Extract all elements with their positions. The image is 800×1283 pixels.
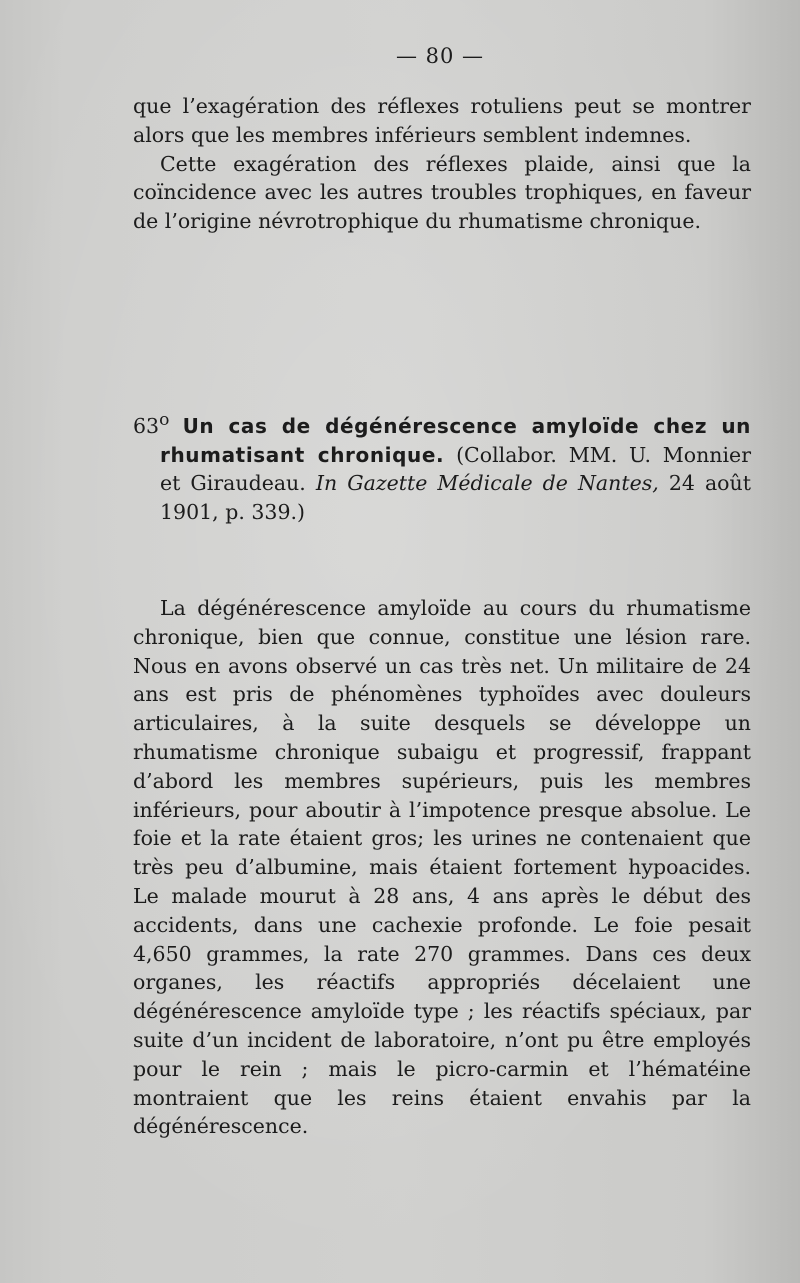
bibliography-entry — [133, 406, 751, 527]
entry-number: 63 — [133, 413, 160, 438]
entry-title: Un cas de dégénérescence amyloïde chez un rhumatisant chronique. — [160, 413, 751, 467]
entry-number-suffix: o — [159, 410, 170, 430]
page-number: — 80 — — [395, 44, 485, 68]
paragraph: que l’exagération des réflexes rotuliens peut se montrer alors que les membres inférieurs semblent indemnes. — [133, 94, 751, 147]
entry-heading — [133, 406, 751, 527]
entry-journal: Gazette Médicale de Nantes, — [347, 471, 659, 496]
entry-body — [133, 594, 751, 1141]
entry-citation: 24 août 1901, p. 339.) — [160, 471, 751, 525]
paragraph: Cette exagération des réflexes plaide, ainsi que la coïncidence avec les autres troubles trophiques, en faveur de l’origine névrotrophique du rhumatisme chronique. — [133, 151, 751, 234]
entry-in-label: In — [315, 471, 338, 496]
entry-collaborators: (Collabor. MM. U. Monnier et Giraudeau. — [160, 442, 751, 496]
continued-text — [133, 92, 751, 236]
paragraph: La dégénérescence amyloïde au cours du rhumatisme chronique, bien que connue, constitue une lésion rare. Nous en avons observé un cas très net. Un militaire de 24 ans est pris de phénomènes typhoïdes avec douleurs articulaires, à la suite desquels se développe un rhumatisme chronique subaigu et progressif, frappant d’abord les membres supérieurs, puis les membres inférieurs, pour aboutir à l’impotence presque absolue. Le foie et la rate étaient gros; les urines ne contenaient que très peu d’albumine, mais étaient fortement hypoacides. Le malade mourut à 28 ans, 4 ans après le début des accidents, dans une cachexie profonde. Le foie pesait 4,650 grammes, la rate 270 grammes. Dans ces deux organes, les réactifs appropriés décelaient une dégénérescence amyloïde type ; les réactifs spéciaux, par suite d’un incident de laboratoire, n’ont pu être employés pour le rein ; mais le picro-carmin et l’hématéine montraient que les reins étaient envahis par la dégénérescence. — [133, 596, 751, 1139]
